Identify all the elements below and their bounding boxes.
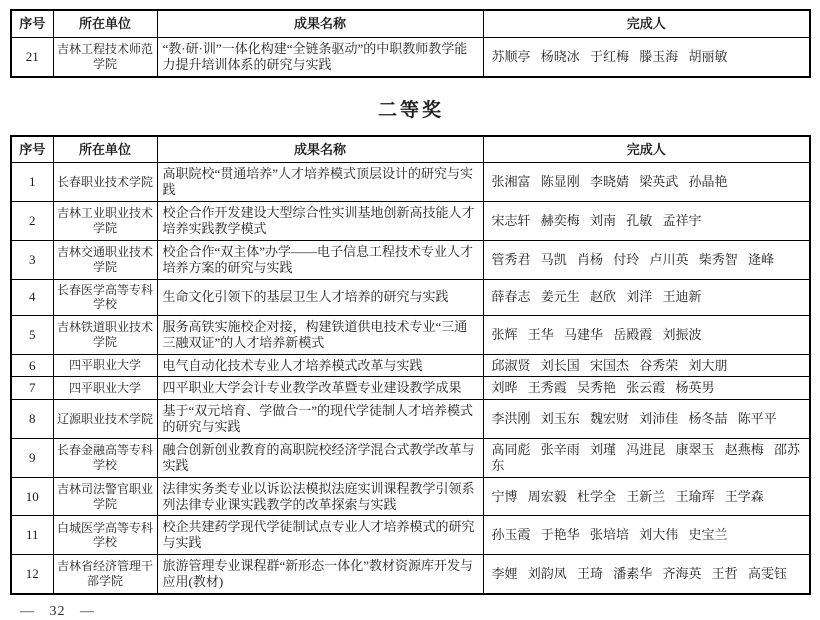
cell-unit: 长春医学高等专科学校	[53, 279, 157, 315]
column-header-no: 序号	[11, 10, 53, 37]
cell-no: 11	[11, 516, 53, 555]
cell-people: 宋志轩 赫奕梅 刘南 孔敏 孟祥宇	[483, 202, 810, 241]
column-header-achievement: 成果名称	[157, 10, 483, 37]
column-header-people: 完成人	[483, 136, 810, 163]
cell-people: 张湘富 陈显刚 李晓婧 梁英武 孙晶艳	[483, 163, 810, 202]
cell-unit: 长春职业技术学院	[53, 163, 157, 202]
table-row	[11, 240, 810, 279]
cell-unit: 吉林工程技术师范学院	[53, 37, 157, 76]
cell-achievement: “教·研·训”一体化构建“全链条驱动”的中职教师教学能力提升培训体系的研究与实践	[157, 37, 483, 76]
cell-no: 12	[11, 555, 53, 594]
cell-no: 1	[11, 163, 53, 202]
cell-no: 8	[11, 400, 53, 439]
table-row	[11, 315, 810, 354]
cell-people: 李娌 刘韵凤 王琦 潘素华 齐海英 王哲 高雯钰	[483, 555, 810, 594]
table-row	[11, 377, 810, 400]
cell-people: 刘晔 王秀霞 吴秀艳 张云霞 杨英男	[483, 377, 810, 400]
cell-no: 4	[11, 279, 53, 315]
table-row	[11, 279, 810, 315]
page-number: — 32 —	[20, 603, 95, 619]
table-row	[11, 202, 810, 241]
column-header-achievement: 成果名称	[157, 136, 483, 163]
cell-unit: 吉林交通职业技术学院	[53, 240, 157, 279]
cell-no: 6	[11, 354, 53, 377]
cell-no: 3	[11, 240, 53, 279]
cell-achievement: 基于“双元培育、学做合一”的现代学徒制人才培养模式的研究与实践	[157, 400, 483, 439]
table-row	[11, 354, 810, 377]
table-row	[11, 555, 810, 594]
table-header-row	[11, 10, 810, 37]
table-row	[11, 37, 810, 76]
top-awards-table	[10, 9, 811, 78]
column-header-unit: 所在单位	[53, 10, 157, 37]
cell-achievement: 生命文化引领下的基层卫生人才培养的研究与实践	[157, 279, 483, 315]
cell-people: 高同彪 张辛雨 刘瑾 冯进昆 康翠玉 赵燕梅 邵苏东	[483, 439, 810, 478]
cell-unit: 白城医学高等专科学校	[53, 516, 157, 555]
cell-no: 7	[11, 377, 53, 400]
cell-people: 宁博 周宏毅 杜学全 王新兰 王瑜珲 王学森	[483, 477, 810, 516]
cell-achievement: 四平职业大学会计专业教学改革暨专业建设教学成果	[157, 377, 483, 400]
cell-no: 21	[11, 37, 53, 76]
cell-achievement: 电气自动化技术专业人才培养模式改革与实践	[157, 354, 483, 377]
cell-people: 孙玉霞 于艳华 张培培 刘大伟 史宝兰	[483, 516, 810, 555]
cell-achievement: 服务高铁实施校企对接，构建铁道供电技术专业“三通三融双证”的人才培养新模式	[157, 315, 483, 354]
table-row	[11, 516, 810, 555]
table-row	[11, 477, 810, 516]
cell-no: 9	[11, 439, 53, 478]
cell-people: 苏顺亭 杨晓冰 于红梅 滕玉海 胡丽敏	[483, 37, 810, 76]
column-header-people: 完成人	[483, 10, 810, 37]
cell-no: 5	[11, 315, 53, 354]
cell-no: 2	[11, 202, 53, 241]
cell-unit: 吉林铁道职业技术学院	[53, 315, 157, 354]
column-header-no: 序号	[11, 136, 53, 163]
cell-achievement: 校企共建药学现代学徒制试点专业人才培养模式的研究与实践	[157, 516, 483, 555]
cell-unit: 四平职业大学	[53, 377, 157, 400]
cell-people: 张辉 王华 马建华 岳殿霞 刘振波	[483, 315, 810, 354]
table-row	[11, 400, 810, 439]
section-heading: 二等奖	[377, 99, 444, 121]
cell-achievement: 校企合作“双主体”办学——电子信息工程技术专业人才培养方案的研究与实践	[157, 240, 483, 279]
cell-unit: 吉林司法警官职业学院	[53, 477, 157, 516]
cell-unit: 四平职业大学	[53, 354, 157, 377]
table-row	[11, 439, 810, 478]
cell-people: 李洪刚 刘玉东 魏宏财 刘沛佳 杨冬喆 陈平平	[483, 400, 810, 439]
cell-people: 薛春志 姜元生 赵欣 刘洋 王迪新	[483, 279, 810, 315]
cell-people: 管秀君 马凯 肖杨 付玲 卢川英 柴秀智 逄峰	[483, 240, 810, 279]
cell-unit: 吉林省经济管理干部学院	[53, 555, 157, 594]
cell-achievement: 融合创新创业教育的高职院校经济学混合式教学改革与实践	[157, 439, 483, 478]
cell-achievement: 法律实务类专业以诉讼法模拟法庭实训课程教学引领系列法律专业课实践教学的改革探索与实践	[157, 477, 483, 516]
cell-unit: 吉林工业职业技术学院	[53, 202, 157, 241]
cell-no: 10	[11, 477, 53, 516]
cell-unit: 辽源职业技术学院	[53, 400, 157, 439]
table-header-row	[11, 136, 810, 163]
column-header-unit: 所在单位	[53, 136, 157, 163]
cell-achievement: 校企合作开发建设大型综合性实训基地创新高技能人才培养实践教学模式	[157, 202, 483, 241]
cell-unit: 长春金融高等专科学校	[53, 439, 157, 478]
cell-people: 邱淑贤 刘长国 宋国杰 谷秀荣 刘大朋	[483, 354, 810, 377]
cell-achievement: 高职院校“贯通培养”人才培养模式顶层设计的研究与实践	[157, 163, 483, 202]
table-row	[11, 163, 810, 202]
second-prize-table	[10, 135, 811, 595]
cell-achievement: 旅游管理专业课程群“新形态一体化”教材资源库开发与应用(教材)	[157, 555, 483, 594]
